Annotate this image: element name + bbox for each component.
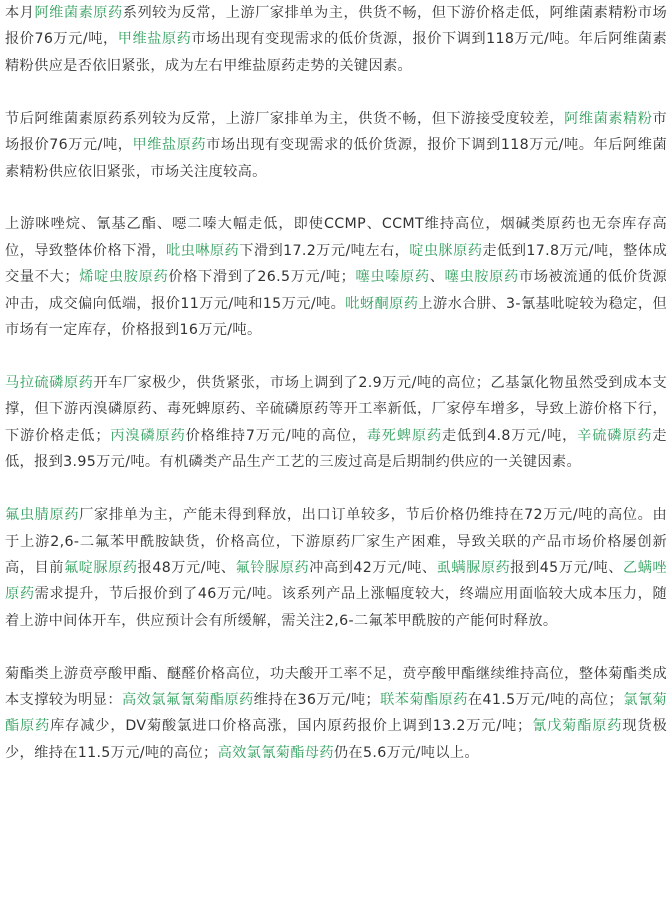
product-link[interactable]: 甲维盐原药 (132, 137, 207, 154)
text-segment: 价格维持7万元/吨的高位， (185, 427, 367, 444)
product-link[interactable]: 乙螨唑原药 (5, 559, 667, 603)
paragraph-organophosphates (5, 370, 667, 476)
product-link[interactable]: 啶虫脒原药 (409, 242, 483, 259)
text-segment: 冲高到42万元/吨、 (309, 559, 437, 576)
text-segment: 在41.5万元/吨的高位； (467, 692, 624, 709)
text-segment: 报48万元/吨、 (137, 559, 236, 576)
product-link[interactable]: 噻虫胺原药 (444, 269, 519, 286)
product-link[interactable]: 氟铃脲原药 (235, 559, 310, 576)
text-segment: 现货极少，维持在11.5万元/吨的高位； (5, 718, 667, 761)
paragraph-fipronil-benzoylureas (5, 502, 667, 634)
product-link[interactable]: 马拉硫磷原药 (5, 374, 94, 391)
paragraph-spacer (5, 185, 667, 212)
product-link[interactable]: 高效氯氰菊酯母药 (217, 744, 334, 761)
text-segment: 开车厂家极少，供货紧张，市场上调到了2.9万元/吨的高位；乙基氯化物虽然受到成本支撑，但下游丙溴磷原药、毒死蜱原药、辛硫磷原药等开工率新低，厂家停车增多，导致上游价格下行，下游价格走低； (5, 374, 667, 444)
product-link[interactable]: 虱螨脲原药 (436, 559, 511, 576)
text-segment: 市场出现有变现需求的低价货源，报价下调到118万元/吨。年后阿维菌素精粉供应依旧紧张，市场关注度较高。 (5, 137, 667, 180)
paragraph-neonicotinoids (5, 211, 667, 343)
product-link[interactable]: 联苯菊酯原药 (380, 692, 468, 709)
text-segment: 走低到17.8万元/吨，整体成交量不大； (5, 242, 667, 286)
product-link[interactable]: 吡蚜酮原药 (345, 295, 419, 312)
text-segment: 菊酯类上游贲亭酸甲酯、醚醛价格高位，功夫酸开工率不足，贲亭酸甲酯继续维持高位，整体菊酯类成本支撑较为明显： (5, 665, 667, 709)
text-segment: 市场出现有变现需求的低价货源，报价下调到118万元/吨。年后阿维菌素精粉供应是否依旧紧张，成为左右甲维盐原药走势的关键因素。 (5, 31, 667, 74)
text-segment: 市场被流通的低价货源冲击，成交偏向低端，报价11万元/吨和15万元/吨。 (5, 269, 667, 312)
text-segment: 系列较为反常，上游厂家排单为主，供货不畅，但下游价格走低，阿维菌素精粉市场报价76万元/吨， (5, 5, 668, 48)
text-segment: 维持在36万元/吨； (253, 692, 381, 709)
text-segment: 走低，报到3.95万元/吨。有机磷类产品生产工艺的三废过高是后期制约供应的一关键因素。 (5, 427, 667, 471)
text-segment: 上游咪唑烷、氰基乙酯、噁二嗪大幅走低，即使CCMP、CCMT维持高位，烟碱类原药也无奈库存高位，导致整体价格下滑， (5, 216, 667, 259)
product-link[interactable]: 氟啶脲原药 (63, 559, 138, 576)
paragraph-spacer (5, 476, 667, 503)
product-link[interactable]: 毒死蜱原药 (366, 427, 443, 444)
text-segment: 厂家排单为主，产能未得到释放，出口订单较多，节后价格仍维持在72万元/吨的高位。由于上游2,6-二氟苯甲酰胺缺货，价格高位，下游原药厂家生产困难，导致关联的产品市场价格屡创新高，目前 (5, 507, 667, 576)
text-segment: 节后阿维菌素原药系列较为反常，上游厂家排单为主，供货不畅，但下游接受度较差， (5, 110, 565, 127)
product-link[interactable]: 烯啶虫胺原药 (78, 269, 169, 286)
product-link[interactable]: 甲维盐原药 (117, 31, 192, 48)
text-segment: 报到45万元/吨、 (510, 559, 623, 576)
product-link[interactable]: 阿维菌素精粉 (564, 110, 653, 127)
product-link[interactable]: 吡虫啉原药 (166, 242, 240, 259)
product-link[interactable]: 丙溴磷原药 (109, 427, 186, 444)
text-segment: 市场报价76万元/吨， (5, 110, 667, 154)
text-segment: 走低到4.8万元/吨， (442, 427, 578, 444)
product-link[interactable]: 氰戊菊酯原药 (531, 718, 623, 735)
product-link[interactable]: 辛硫磷原药 (577, 427, 653, 444)
text-segment: 库存减少，DV菊酸氯进口价格高涨，国内原药报价上调到13.2万元/吨； (50, 718, 532, 735)
product-link[interactable]: 阿维菌素原药 (34, 5, 123, 21)
text-segment: 仍在5.6万元/吨以上。 (333, 744, 479, 761)
product-link[interactable]: 氟虫腈原药 (5, 507, 80, 524)
text-segment: 本月 (5, 5, 35, 21)
paragraph-spacer (5, 343, 667, 370)
article-body (5, 0, 667, 766)
text-segment: 下滑到17.2万元/吨左右， (239, 242, 410, 259)
paragraph-spacer (5, 634, 667, 661)
product-link[interactable]: 高效氯氟氰菊酯原药 (122, 692, 254, 709)
text-segment: 价格下滑到了26.5万元/吨； (168, 269, 356, 286)
paragraph-abamectin-monthly (5, 0, 667, 79)
product-link[interactable]: 氯氰菊酯原药 (5, 692, 667, 735)
text-segment: 、 (429, 269, 445, 286)
text-segment: 需求提升，节后报价到了46万元/吨。该系列产品上涨幅度较大，终端应用面临较大成本压力，随着上游中间体开车，供应预计会有所缓解，需关注2,6-二氟苯甲酰胺的产能何时释放。 (5, 586, 667, 629)
paragraph-pyrethroids (5, 661, 667, 767)
paragraph-spacer (5, 79, 667, 106)
product-link[interactable]: 噻虫嗪原药 (355, 269, 430, 286)
text-segment: 上游水合肼、3-氰基吡啶较为稳定，但市场有一定库存，价格报到16万元/吨。 (5, 295, 667, 339)
paragraph-abamectin-post-holiday (5, 106, 667, 185)
